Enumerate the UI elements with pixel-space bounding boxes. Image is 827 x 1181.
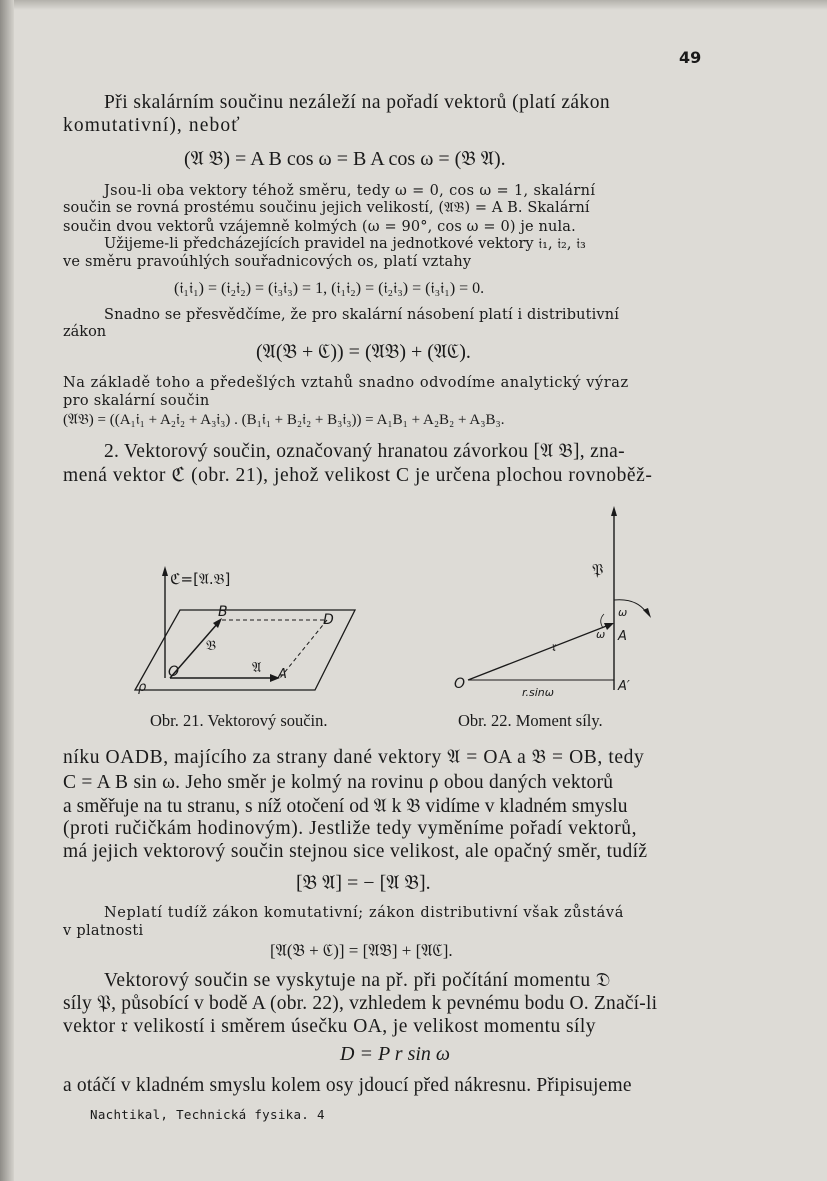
text-line: mená vektor ℭ (obr. 21), jehož velikost C je určena plochou rovnoběž- — [63, 465, 653, 486]
text-line: pro skalární součin — [63, 393, 210, 409]
equation: (𝔄𝔅) = ((A₁𝔦₁ + A₂𝔦₂ + A₃𝔦₃) . (B₁𝔦₁ + B₂𝔦₂ + B₃𝔦₃)) = A₁B₁ + A₂B₂ + A₃B₃. — [63, 412, 505, 428]
text-line: má jejich vektorový součin stejnou sice velikost, ale opačný směr, tudíž — [63, 841, 648, 862]
equation: [𝔄(𝔅 + ℭ)] = [𝔄𝔅] + [𝔄ℭ]. — [270, 941, 453, 960]
text-line: Při skalárním součinu nezáleží na pořadí vektorů (platí zákon — [104, 92, 611, 113]
label-point-a-prime: A′ — [618, 679, 630, 694]
text-line: ve směru pravoúhlých souřadnicových os, platí vztahy — [63, 254, 472, 270]
label-c: ℭ=[𝔄.𝔅] — [170, 570, 231, 588]
equation: (𝔄(𝔅 + ℭ)) = (𝔄𝔅) + (𝔄ℭ). — [256, 341, 471, 363]
text-line: níku OADB, majícího za strany dané vektory 𝔄 = OA a 𝔅 = OB, tedy — [63, 747, 645, 768]
text-line: a směřuje na tu stranu, s níž otočení od 𝔄 k 𝔅 vidíme v kladném smyslu — [63, 796, 628, 817]
label-point-o: O — [168, 664, 180, 680]
page-number: 49 — [679, 48, 702, 67]
vector-r-arrowhead — [604, 623, 614, 630]
text-line: síly 𝔓, působící v bodě A (obr. 22), vzhledem k pevnému bodu O. Značí-li — [63, 993, 658, 1014]
equation: [𝔅 𝔄] = − [𝔄 𝔅]. — [296, 872, 431, 894]
text-line: Vektorový součin se vyskytuje na př. při počítání momentu 𝔇 — [104, 970, 611, 991]
equation: (𝔦₁𝔦₁) = (𝔦₂𝔦₂) = (𝔦₃𝔦₃) = 1, (𝔦₁𝔦₂) = (𝔦₂𝔦₃) = (𝔦₃𝔦₁) = 0. — [174, 280, 485, 297]
text-line: součin se rovná prostému součinu jejich velikostí, (𝔄𝔅) = A B. Skalární — [63, 200, 590, 216]
footer-note: Nachtikal, Technická fysika. 4 — [90, 1107, 325, 1122]
equation: (𝔄 𝔅) = A B cos ω = B A cos ω = (𝔅 𝔄). — [184, 148, 506, 170]
figure-moment-of-force — [448, 500, 668, 710]
figure-caption: Obr. 22. Moment síly. — [458, 711, 603, 730]
label-point-b: B — [218, 604, 228, 620]
text-line: Jsou-li oba vektory téhož směru, tedy ω = 0, cos ω = 1, skalární — [104, 183, 596, 199]
angle-mark — [601, 614, 604, 628]
text-line: zákon — [63, 324, 107, 340]
text-line: Neplatí tudíž zákon komutativní; zákon distributivní však zůstává — [104, 905, 624, 921]
text-line: součin dvou vektorů vzájemně kolmých (ω = 90°, cos ω = 0) je nula. — [63, 219, 576, 235]
text-line: 2. Vektorový součin, označovaný hranatou závorkou [𝔄 𝔅], zna- — [104, 441, 625, 462]
label-force: 𝔓 — [592, 560, 604, 579]
figure-vector-product — [120, 560, 370, 710]
label-plane: ρ — [138, 680, 147, 695]
label-point-d: D — [323, 612, 334, 628]
force-p-arrowhead — [611, 506, 617, 516]
scan-binding-shadow — [0, 0, 14, 1181]
text-line: komutativní), neboť — [63, 115, 241, 136]
label-omega: ω — [618, 606, 628, 619]
label-point-o: O — [454, 676, 466, 692]
vector-r-line — [468, 625, 609, 680]
text-line: Užijeme-li předcházejících pravidel na jednotkové vektory 𝔦₁, 𝔦₂, 𝔦₃ — [104, 236, 586, 252]
label-omega-small: ω — [596, 628, 606, 641]
label-vector-b: 𝔅 — [206, 638, 217, 654]
text-line: Na základě toho a předešlých vztahů snadno odvodíme analytický výraz — [63, 375, 629, 391]
text-line: vektor 𝔯 velikostí i směrem úsečku OA, je velikost momentu síly — [63, 1016, 596, 1037]
text-line: C = A B sin ω. Jeho směr je kolmý na rovinu ρ obou daných vektorů — [63, 772, 614, 793]
text-line: Snadno se přesvědčíme, že pro skalární násobení platí i distributivní — [104, 307, 620, 323]
label-point-a: A — [618, 629, 627, 644]
dashed-d-a — [280, 620, 327, 678]
scan-top-shadow — [0, 0, 827, 10]
label-vector-a: 𝔄 — [252, 660, 262, 676]
text-line: v platnosti — [63, 923, 144, 939]
vector-c-arrowhead — [162, 566, 168, 576]
label-r-sin: r.sinω — [522, 686, 554, 699]
text-line: a otáčí v kladném smyslu kolem osy jdoucí před nákresnu. Připisujeme — [63, 1075, 632, 1096]
figure-caption: Obr. 21. Vektorový součin. — [150, 711, 328, 730]
label-vector-r: 𝔯 — [552, 640, 557, 655]
text-line: (proti ručičkám hodinovým). Jestliže tedy vyměníme pořadí vektorů, — [63, 818, 638, 839]
label-point-a: A — [278, 667, 287, 682]
equation: D = P r sin ω — [340, 1043, 451, 1065]
